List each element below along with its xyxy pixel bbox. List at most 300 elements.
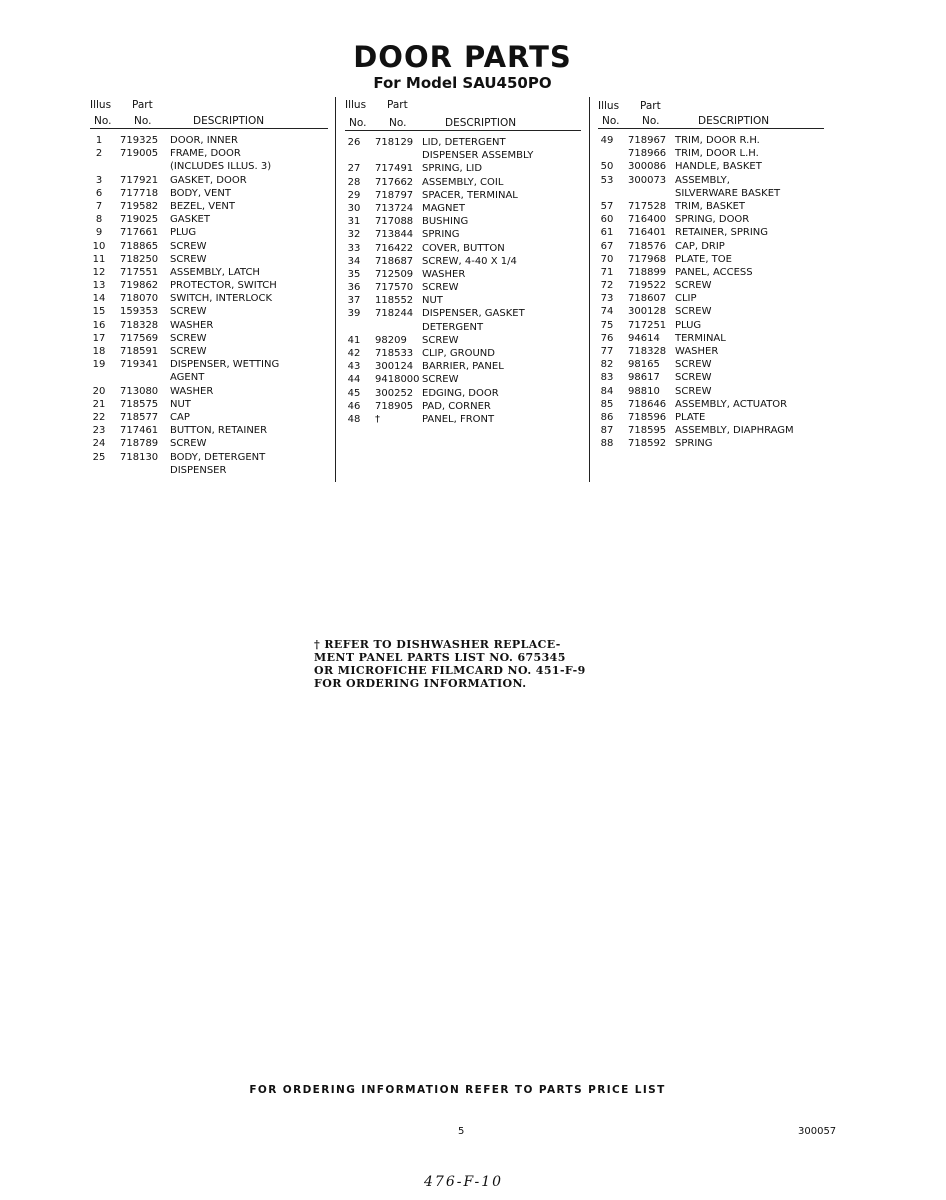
table-row (90, 279, 330, 292)
table-row (345, 268, 585, 281)
part-description: WASHER (675, 346, 719, 357)
table-row (345, 373, 585, 386)
table-row (345, 281, 585, 294)
reference-note-line: MENT PANEL PARTS LIST NO. 675345 (314, 651, 566, 664)
part-number: 717968 (628, 253, 667, 265)
part-description: BODY, DETERGENT (170, 451, 266, 463)
part-number: 719862 (120, 280, 159, 292)
table-row (598, 437, 830, 450)
illus-number: 6 (95, 187, 103, 199)
table-row (598, 319, 830, 332)
part-number: 300086 (628, 161, 667, 173)
part-number: 718250 (120, 253, 159, 265)
table-row (598, 134, 830, 147)
illus-number: 70 (600, 253, 614, 265)
table-row (345, 347, 585, 360)
illus-number: 60 (600, 214, 614, 226)
table-row (598, 187, 830, 200)
illus-number: 15 (92, 306, 106, 318)
parts-rows (345, 130, 585, 426)
part-number: 718575 (120, 398, 159, 410)
part-number: 717551 (120, 266, 159, 278)
illus-number: 46 (347, 400, 361, 412)
illus-number: 31 (347, 216, 361, 228)
illus-number: 32 (347, 229, 361, 241)
table-row (90, 411, 330, 424)
illus-number: 20 (92, 385, 106, 397)
part-number: 718070 (120, 293, 159, 305)
illus-number: 72 (600, 280, 614, 292)
part-description: SILVERWARE BASKET (675, 187, 781, 199)
part-description: TERMINAL (675, 332, 726, 344)
illus-number: 74 (600, 306, 614, 318)
parts-column-1 (90, 96, 330, 477)
part-description: LID, DETERGENT (422, 137, 506, 148)
part-description: GASKET (170, 214, 210, 226)
illus-number: 76 (600, 332, 614, 344)
part-description: ASSEMBLY, COIL (422, 176, 504, 188)
part-description: CAP, DRIP (675, 240, 725, 252)
table-row (90, 174, 330, 187)
table-row (90, 332, 330, 345)
part-description: BEZEL, VENT (170, 200, 236, 212)
part-number: 718130 (120, 451, 159, 463)
table-row (90, 292, 330, 305)
part-description: TRIM, DOOR L.H. (675, 148, 759, 160)
illus-number: 8 (95, 214, 103, 226)
illus-number: 11 (92, 253, 106, 265)
table-row (90, 424, 330, 437)
table-row (598, 305, 830, 318)
illus-number: 10 (92, 240, 106, 252)
reference-note-line: OR MICROFICHE FILMCARD NO. 451-F-9 (314, 664, 586, 677)
part-number: 716401 (628, 227, 667, 239)
part-description: ASSEMBLY, ACTUATOR (675, 398, 788, 410)
table-row (345, 149, 585, 162)
part-description: WASHER (422, 268, 466, 280)
header-part: Part (132, 99, 153, 111)
part-description: BODY, VENT (170, 187, 231, 199)
part-number: 718966 (628, 148, 667, 160)
table-row (90, 371, 330, 384)
illus-number: 24 (92, 438, 106, 450)
part-number: 718905 (375, 400, 414, 412)
table-row (345, 215, 585, 228)
table-row (598, 266, 830, 279)
reference-note-line: † REFER TO DISHWASHER REPLACE- (314, 638, 561, 651)
part-description: ASSEMBLY, DIAPHRAGM (675, 425, 794, 437)
part-number: 717569 (120, 332, 159, 344)
document-number: 300057 (798, 1126, 837, 1137)
ordering-info-note: FOR ORDERING INFORMATION REFER TO PARTS PRICE LIST (249, 1084, 666, 1096)
illus-number: 82 (600, 359, 614, 371)
part-number: 718646 (628, 398, 667, 410)
table-row (90, 437, 330, 450)
illus-number: 49 (600, 135, 614, 146)
table-row (90, 226, 330, 239)
part-number: 719341 (120, 359, 159, 371)
part-number: 718328 (628, 346, 667, 357)
part-description: BUSHING (422, 216, 469, 228)
illus-number: 25 (92, 451, 106, 463)
illus-number: 67 (600, 240, 614, 252)
header-description: DESCRIPTION (698, 115, 770, 127)
header-description: DESCRIPTION (445, 117, 517, 129)
part-description: PLATE, TOE (675, 253, 732, 265)
table-row (345, 162, 585, 175)
illus-number: 36 (347, 282, 361, 294)
part-number: 718596 (628, 411, 667, 423)
part-number: 300252 (375, 387, 414, 399)
reference-note-line: FOR ORDERING INFORMATION. (314, 677, 527, 690)
part-description: SCREW (170, 306, 207, 318)
part-description: EDGING, DOOR (422, 387, 499, 399)
part-description: SCREW (675, 385, 712, 397)
table-row (598, 147, 830, 160)
part-description: SCREW (675, 372, 712, 384)
illus-number: 19 (92, 359, 106, 371)
part-number: 300128 (628, 306, 667, 318)
header-part-no: No. (389, 117, 407, 129)
illus-number: 18 (92, 346, 106, 357)
page-number: 5 (458, 1126, 465, 1137)
illus-number: 1 (95, 135, 103, 146)
part-description: MAGNET (422, 202, 465, 214)
part-description: TRIM, DOOR R.H. (675, 135, 760, 146)
header-description: DESCRIPTION (193, 115, 265, 127)
part-number: 718967 (628, 135, 667, 146)
column-header (345, 96, 585, 130)
part-number: 300073 (628, 174, 667, 186)
part-description: FRAME, DOOR (170, 148, 241, 160)
part-number: 717491 (375, 163, 414, 175)
header-illus: Illus (345, 99, 367, 111)
parts-column-3 (598, 96, 830, 451)
header-part: Part (640, 100, 661, 112)
illus-number: 29 (347, 189, 361, 201)
part-description: COVER, BUTTON (422, 242, 505, 254)
header-illus: Illus (90, 99, 112, 111)
table-row (345, 202, 585, 215)
part-description: WASHER (170, 319, 214, 331)
illus-number: 71 (600, 266, 614, 278)
page-title: DOOR PARTS (353, 40, 572, 74)
table-row (345, 228, 585, 241)
table-row (598, 200, 830, 213)
part-number: 717661 (120, 227, 159, 239)
part-description: SCREW (422, 374, 459, 386)
table-row (345, 189, 585, 202)
part-description: DOOR, INNER (170, 135, 238, 146)
part-description: SPRING (422, 229, 460, 241)
part-number: 717570 (375, 282, 414, 294)
part-number: 717088 (375, 216, 414, 228)
illus-number: 34 (347, 255, 361, 267)
part-description: NUT (422, 295, 443, 307)
table-row (90, 187, 330, 200)
column-divider (589, 97, 590, 482)
part-number: 713844 (375, 229, 414, 241)
illus-number: 22 (92, 411, 106, 423)
part-number: 717251 (628, 319, 667, 331)
header-part-no: No. (134, 115, 152, 127)
part-number: 712509 (375, 268, 414, 280)
part-description: ASSEMBLY, (675, 174, 730, 186)
part-number: 718595 (628, 425, 667, 437)
part-number: 717718 (120, 187, 159, 199)
table-row (90, 160, 330, 173)
table-row (90, 398, 330, 411)
part-description: ASSEMBLY, LATCH (170, 266, 260, 278)
table-row (90, 134, 330, 147)
table-row (345, 176, 585, 189)
illus-number: 61 (600, 227, 614, 239)
table-row (90, 451, 330, 464)
part-number: 98165 (628, 359, 660, 371)
illus-number: 7 (95, 200, 103, 212)
table-row (90, 305, 330, 318)
table-row (90, 240, 330, 253)
table-row (345, 334, 585, 347)
part-description: (INCLUDES ILLUS. 3) (170, 161, 272, 173)
part-description: SCREW (170, 346, 207, 357)
illus-number: 53 (600, 174, 614, 186)
part-description: WASHER (170, 385, 214, 397)
table-row (345, 242, 585, 255)
part-number: 98617 (628, 372, 660, 384)
part-number: 718533 (375, 348, 414, 359)
part-description: SPACER, TERMINAL (422, 189, 518, 201)
part-description: PLUG (675, 319, 702, 331)
table-row (345, 413, 585, 426)
handwritten-code: 476-F-10 (424, 1174, 504, 1190)
column-divider (335, 97, 336, 482)
table-row (90, 385, 330, 398)
part-description: BUTTON, RETAINER (170, 425, 268, 437)
part-number: 718244 (375, 308, 414, 320)
table-row (598, 345, 830, 358)
part-number: 159353 (120, 306, 159, 318)
table-row (90, 464, 330, 477)
illus-number: 2 (95, 148, 103, 160)
part-description: DISPENSER ASSEMBLY (422, 150, 534, 162)
table-row (345, 294, 585, 307)
header-part-no: No. (642, 115, 660, 127)
table-row (90, 253, 330, 266)
illus-number: 28 (347, 176, 361, 188)
part-number: 718789 (120, 438, 159, 450)
part-number: 713724 (375, 202, 414, 214)
illus-number: 75 (600, 319, 614, 331)
table-row (345, 136, 585, 149)
part-number: 718687 (375, 255, 414, 267)
part-description: CLIP, GROUND (422, 348, 495, 359)
table-row (90, 147, 330, 160)
table-row (598, 385, 830, 398)
illus-number: 87 (600, 425, 614, 437)
illus-number: 35 (347, 268, 361, 280)
header-rule (90, 128, 328, 129)
table-row (345, 400, 585, 413)
table-row (90, 213, 330, 226)
part-description: NUT (170, 398, 191, 410)
parts-column-2 (345, 96, 585, 426)
table-row (598, 226, 830, 239)
illus-number: 45 (347, 387, 361, 399)
part-description: HANDLE, BASKET (675, 161, 762, 173)
part-number: 718129 (375, 137, 414, 148)
part-number: 718797 (375, 189, 414, 201)
part-number: 719005 (120, 148, 159, 160)
part-number: 718328 (120, 319, 159, 331)
table-row (598, 358, 830, 371)
table-row (598, 279, 830, 292)
part-number: 717921 (120, 174, 159, 186)
table-row (598, 424, 830, 437)
illus-number: 44 (347, 374, 361, 386)
part-description: TRIM, BASKET (675, 200, 746, 212)
part-description: SCREW (422, 282, 459, 294)
part-description: GASKET, DOOR (170, 174, 247, 186)
part-number: 718591 (120, 346, 159, 357)
illus-number: 16 (92, 319, 106, 331)
part-description: PANEL, FRONT (422, 413, 495, 425)
part-description: PLATE (675, 411, 706, 423)
part-description: SCREW (675, 306, 712, 318)
header-illus-no: No. (349, 117, 367, 129)
part-description: SWITCH, INTERLOCK (170, 293, 272, 305)
illus-number: 33 (347, 242, 361, 254)
illus-number: 12 (92, 266, 106, 278)
illus-number: 26 (347, 137, 361, 148)
part-description: SCREW (675, 280, 712, 292)
part-number: 718577 (120, 411, 159, 423)
illus-number: 48 (347, 413, 361, 425)
illus-number: 84 (600, 385, 614, 397)
table-row (598, 253, 830, 266)
part-number: 717662 (375, 176, 414, 188)
illus-number: 86 (600, 411, 614, 423)
part-number: 717461 (120, 425, 159, 437)
illus-number: 41 (347, 334, 361, 346)
illus-number: 3 (95, 174, 103, 186)
table-row (90, 345, 330, 358)
illus-number: 23 (92, 425, 106, 437)
part-description: DISPENSER, WETTING (170, 359, 280, 371)
header-illus-no: No. (94, 115, 112, 127)
table-row (598, 174, 830, 187)
illus-number: 14 (92, 293, 106, 305)
part-number: 716422 (375, 242, 414, 254)
part-number: 718899 (628, 266, 667, 278)
table-row (345, 307, 585, 320)
illus-number: 39 (347, 308, 361, 320)
table-row (90, 358, 330, 371)
part-number: 719582 (120, 200, 159, 212)
column-header (90, 96, 330, 130)
table-row (598, 292, 830, 305)
part-description: CLIP (675, 293, 697, 305)
illus-number: 17 (92, 332, 106, 344)
table-row (345, 255, 585, 268)
reference-note (314, 638, 604, 690)
part-description: PANEL, ACCESS (675, 266, 753, 278)
part-description: SCREW (675, 359, 712, 371)
part-number: 94614 (628, 332, 660, 344)
table-row (345, 360, 585, 373)
header-rule (598, 128, 824, 129)
illus-number: 13 (92, 280, 106, 292)
part-number: 718607 (628, 293, 667, 305)
illus-number: 30 (347, 202, 361, 214)
part-description: SCREW (170, 240, 207, 252)
part-number: 716400 (628, 214, 667, 226)
part-number: 98209 (375, 334, 407, 346)
illus-number: 43 (347, 361, 361, 373)
part-description: SCREW (422, 334, 459, 346)
part-number: 719025 (120, 214, 159, 226)
part-description: SPRING, DOOR (675, 214, 750, 226)
illus-number: 88 (600, 438, 614, 450)
header-part: Part (387, 99, 408, 111)
parts-rows (90, 130, 330, 477)
part-number: 717528 (628, 200, 667, 212)
illus-number: 21 (92, 398, 106, 410)
part-description: SCREW (170, 253, 207, 265)
part-number: 713080 (120, 385, 159, 397)
part-number: 9418000 (375, 374, 420, 386)
table-row (90, 200, 330, 213)
part-description: RETAINER, SPRING (675, 227, 768, 239)
illus-number: 73 (600, 293, 614, 305)
part-number: 718576 (628, 240, 667, 252)
part-description: DETERGENT (422, 321, 484, 333)
part-description: SCREW (170, 332, 207, 344)
illus-number: 50 (600, 161, 614, 173)
table-row (345, 387, 585, 400)
part-number: † (375, 413, 380, 425)
part-number: 719522 (628, 280, 667, 292)
illus-number: 9 (95, 227, 103, 239)
part-description: PAD, CORNER (422, 400, 491, 412)
part-number: 718592 (628, 438, 667, 450)
illus-number: 37 (347, 295, 361, 307)
page-subtitle: For Model SAU450PO (373, 74, 552, 92)
table-row (598, 371, 830, 384)
part-description: PLUG (170, 227, 197, 239)
illus-number: 83 (600, 372, 614, 384)
table-row (598, 332, 830, 345)
column-header (598, 96, 830, 130)
parts-rows (598, 130, 830, 451)
part-description: SCREW, 4-40 X 1/4 (422, 255, 517, 267)
part-description: DISPENSER (170, 464, 227, 476)
part-description: CAP (170, 411, 190, 423)
table-row (598, 160, 830, 173)
part-description: SCREW (170, 438, 207, 450)
part-description: AGENT (170, 372, 205, 384)
part-description: BARRIER, PANEL (422, 361, 504, 373)
header-illus-no: No. (602, 115, 620, 127)
illus-number: 27 (347, 163, 361, 175)
part-number: 719325 (120, 135, 159, 146)
illus-number: 42 (347, 348, 361, 359)
illus-number: 57 (600, 200, 614, 212)
part-number: 118552 (375, 295, 414, 307)
table-row (598, 240, 830, 253)
illus-number: 77 (600, 346, 614, 357)
table-row (598, 411, 830, 424)
